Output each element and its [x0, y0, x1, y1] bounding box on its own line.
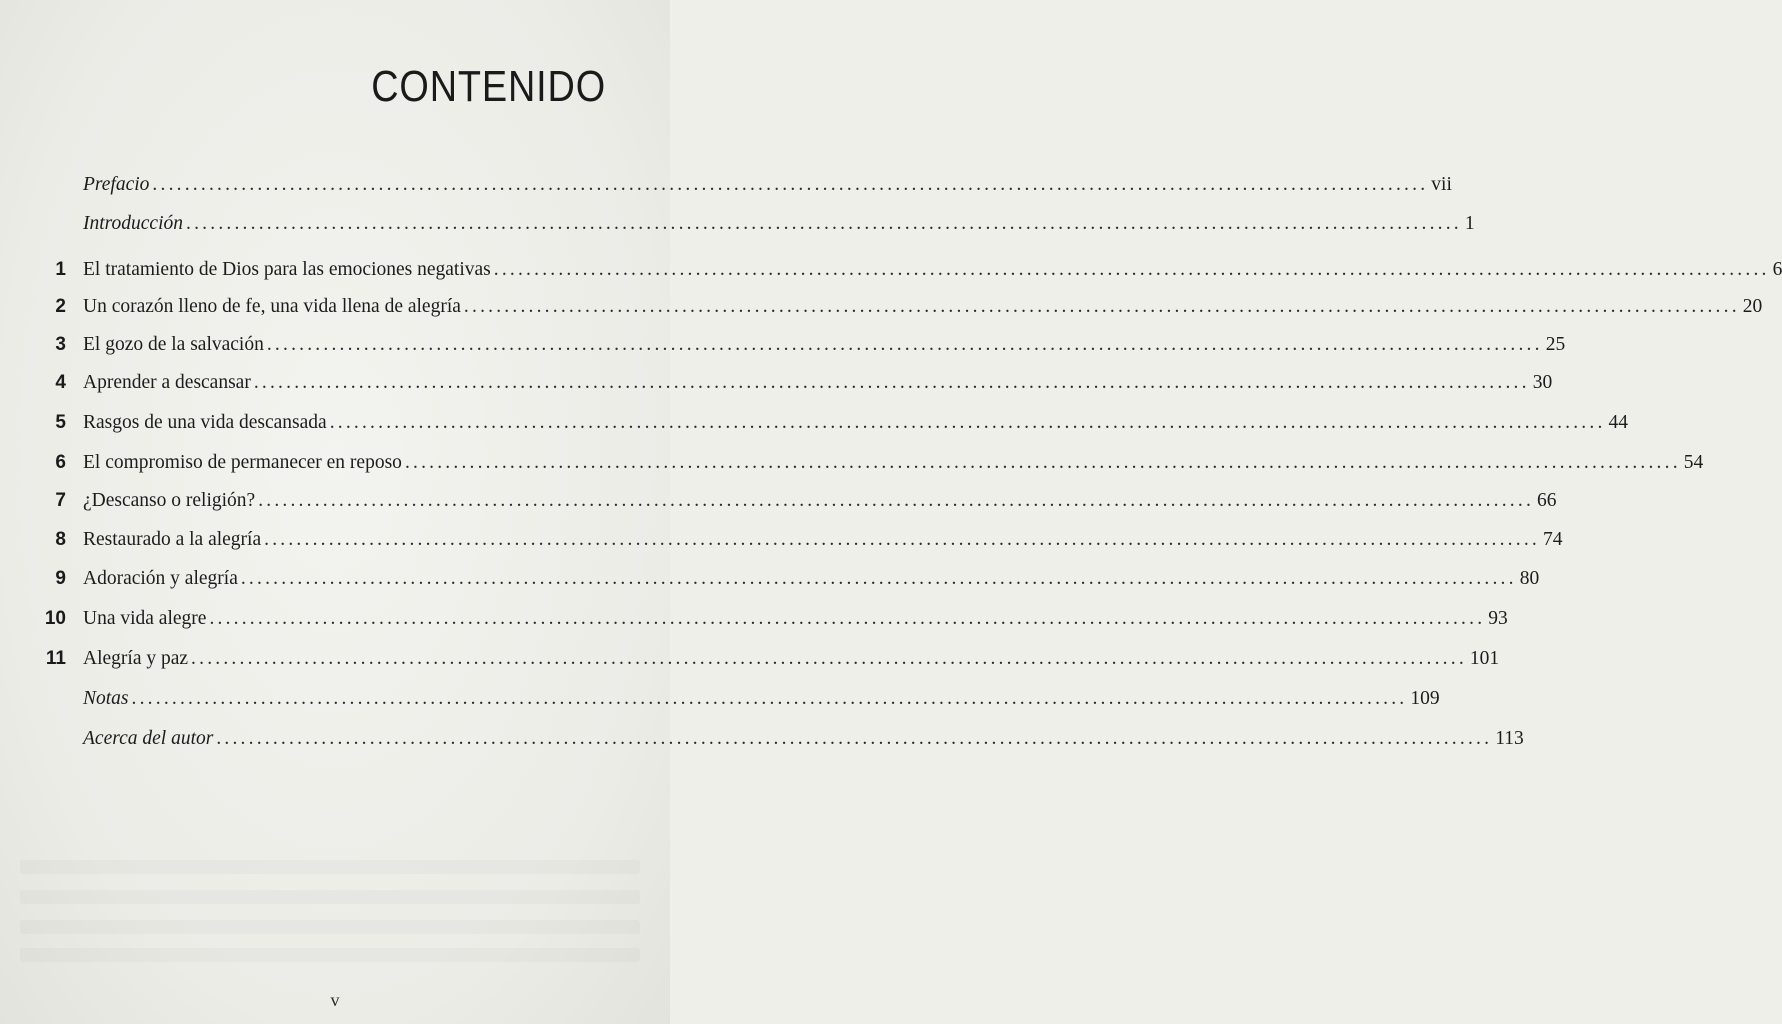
entry-page-number: 20 — [1742, 296, 1763, 317]
entry-page-number: 113 — [1495, 728, 1524, 749]
toc-entry — [83, 328, 1566, 362]
contents-heading: CONTENIDO — [371, 62, 606, 111]
toc-row-chapter-9 — [0, 562, 1540, 596]
entry-page-number: 6 — [1772, 259, 1782, 280]
entry-page-number: 54 — [1683, 452, 1704, 473]
toc-row-chapter-4 — [0, 366, 1553, 400]
dot-leader: .............................................................................................................................................................. — [404, 452, 1681, 473]
toc-row-chapter-8 — [0, 523, 1563, 557]
toc-entry — [83, 682, 1440, 716]
entry-page-number: 80 — [1519, 568, 1540, 589]
chapter-number: 7 — [55, 490, 66, 511]
dot-leader: .............................................................................................................................................................. — [186, 213, 1462, 234]
chapter-number: 6 — [55, 452, 66, 473]
dot-leader: .............................................................................................................................................................. — [152, 174, 1429, 195]
entry-page-number: 1 — [1464, 213, 1475, 234]
entry-title: El tratamiento de Dios para las emociones negativas — [83, 259, 491, 280]
toc-row-chapter-5 — [0, 406, 1629, 440]
entry-page-number: 66 — [1537, 490, 1557, 511]
chapter-number: 5 — [55, 412, 66, 433]
toc-row-acerca-del-autor — [0, 722, 1524, 756]
entry-title: ¿Descanso o religión? — [83, 490, 256, 511]
dot-leader: .............................................................................................................................................................. — [266, 334, 1543, 355]
entry-title: Un corazón lleno de fe, una vida llena de alegría — [83, 296, 461, 317]
entry-page-number: 93 — [1488, 608, 1508, 629]
toc-row-chapter-2 — [0, 290, 1763, 324]
chapter-number: 4 — [55, 372, 66, 393]
dot-leader: .............................................................................................................................................................. — [258, 490, 1535, 511]
show-through-text — [20, 948, 640, 962]
entry-page-number: vii — [1431, 174, 1452, 195]
toc-row-chapter-11 — [0, 642, 1500, 676]
toc-row-introduccion — [0, 207, 1475, 241]
dot-leader: .............................................................................................................................................................. — [191, 648, 1467, 669]
toc-entry — [83, 406, 1629, 440]
chapter-number: 3 — [55, 334, 66, 355]
dot-leader: .............................................................................................................................................................. — [493, 259, 1770, 280]
toc-row-chapter-10 — [0, 602, 1508, 636]
dot-leader: .............................................................................................................................................................. — [463, 296, 1740, 317]
entry-title: Notas — [83, 688, 129, 709]
chapter-number: 9 — [55, 568, 66, 589]
toc-entry — [83, 290, 1763, 324]
entry-title: Restaurado a la alegría — [83, 529, 262, 550]
entry-title: Introducción — [83, 213, 184, 234]
entry-title: Acerca del autor — [83, 728, 214, 749]
show-through-text — [20, 920, 640, 934]
toc-entry — [83, 523, 1563, 557]
toc-entry — [83, 253, 1782, 287]
toc-row-prefacio — [0, 168, 1452, 202]
entry-page-number: 74 — [1542, 529, 1563, 550]
entry-title: El compromiso de permanecer en reposo — [83, 452, 402, 473]
dot-leader: .............................................................................................................................................................. — [253, 372, 1530, 393]
entry-title: Adoración y alegría — [83, 568, 238, 589]
entry-page-number: 44 — [1608, 412, 1629, 433]
chapter-number: 2 — [55, 296, 66, 317]
entry-title: Alegría y paz — [83, 648, 189, 669]
page-folio: v — [330, 990, 340, 1010]
entry-title: Aprender a descansar — [83, 372, 251, 393]
chapter-number: 11 — [45, 648, 66, 669]
toc-entry — [83, 642, 1500, 676]
chapter-number: 10 — [44, 608, 66, 629]
show-through-text — [20, 860, 640, 874]
toc-row-chapter-6 — [0, 446, 1704, 480]
toc-entry — [83, 484, 1557, 518]
dot-leader: .............................................................................................................................................................. — [131, 688, 1408, 709]
dot-leader: .............................................................................................................................................................. — [209, 608, 1486, 629]
toc-entry — [83, 168, 1452, 202]
toc-row-chapter-1 — [0, 253, 1782, 287]
entry-page-number: 109 — [1410, 688, 1440, 709]
dot-leader: .............................................................................................................................................................. — [240, 568, 1517, 589]
toc-entry — [83, 602, 1508, 636]
toc-entry — [83, 366, 1553, 400]
entry-title: El gozo de la salvación — [83, 334, 264, 355]
toc-row-chapter-3 — [0, 328, 1566, 362]
entry-page-number: 30 — [1532, 372, 1553, 393]
toc-entry — [83, 562, 1540, 596]
entry-page-number: 25 — [1545, 334, 1566, 355]
dot-leader: .............................................................................................................................................................. — [216, 728, 1493, 749]
entry-page-number: 101 — [1469, 648, 1500, 669]
chapter-number: 8 — [55, 529, 66, 550]
chapter-number: 1 — [55, 259, 66, 280]
dot-leader: .............................................................................................................................................................. — [264, 529, 1540, 550]
toc-row-notas — [0, 682, 1440, 716]
toc-entry — [83, 446, 1704, 480]
entry-title: Una vida alegre — [83, 608, 207, 629]
toc-entry — [83, 207, 1475, 241]
dot-leader: .............................................................................................................................................................. — [329, 412, 1606, 433]
toc-row-chapter-7 — [0, 484, 1557, 518]
entry-title: Rasgos de una vida descansada — [83, 412, 327, 433]
entry-title: Prefacio — [83, 174, 150, 195]
show-through-text — [20, 890, 640, 904]
toc-entry — [83, 722, 1524, 756]
